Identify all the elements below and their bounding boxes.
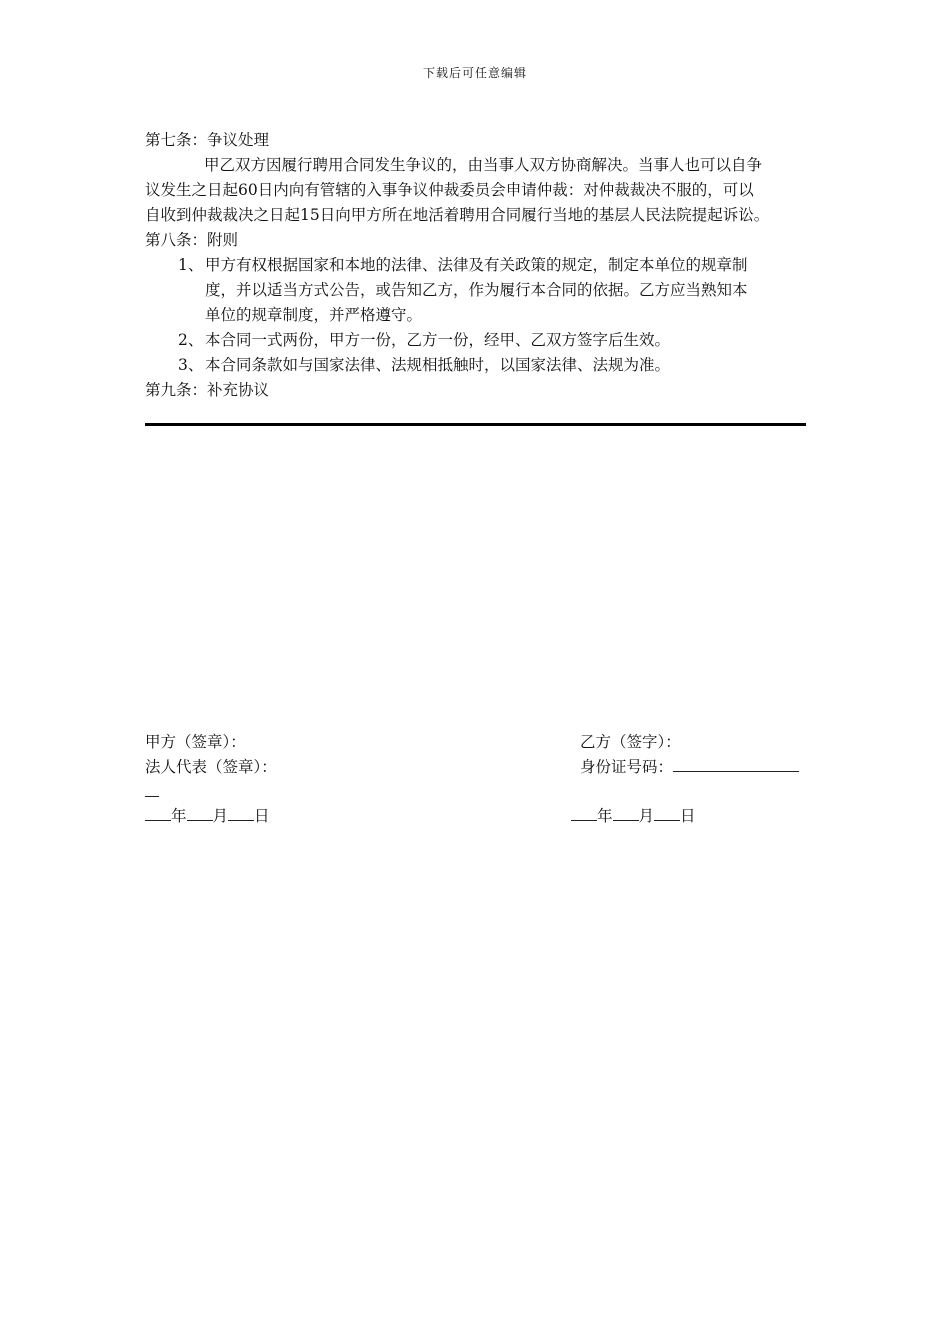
article7-title: 第七条：争议处理 — [145, 131, 270, 149]
party-a-month-label: 月 — [212, 807, 229, 825]
article8-item-2-line-1: 本合同一式两份，甲方一份，乙方一份，经甲、乙双方签字后生效。 — [205, 331, 671, 349]
article8-item-1-line-3: 单位的规章制度，并严格遵守。 — [205, 306, 423, 324]
article7-line-2: 议发生之日起60日内向有管辖的入事争议仲裁委员会申请仲裁：对仲裁裁决不服的，可以 — [145, 181, 754, 199]
article9-title: 第九条：补充协议 — [145, 381, 270, 399]
party-a-month-blank — [187, 805, 213, 821]
party-a-year-label: 年 — [171, 807, 187, 825]
id-number-row — [580, 755, 799, 777]
party-a-date — [145, 804, 270, 826]
party-b-day-blank — [654, 805, 680, 821]
party-b-year-label: 年 — [597, 807, 613, 825]
id-number-label: 身份证号码： — [580, 758, 674, 776]
id-number-blank-continued — [145, 781, 159, 797]
supplement-agreement-line — [145, 423, 806, 426]
article7-line-1: 甲乙双方因履行聘用合同发生争议的，由当事人双方协商解决。当事人也可以自争 — [204, 156, 763, 174]
party-b-month-label: 月 — [638, 807, 655, 825]
article8-item-1-line-1: 甲方有权根据国家和本地的法律、法律及有关政策的规定，制定本单位的规章制 — [205, 256, 748, 274]
id-number-blank — [673, 756, 799, 772]
party-b-month-blank — [613, 805, 639, 821]
party-a-signature-label: 甲方（签章）： — [145, 733, 246, 751]
legal-representative-label: 法人代表（签章）： — [145, 758, 277, 776]
article8-title: 第八条：附则 — [145, 231, 239, 249]
article7-line-3: 自收到仲裁裁决之日起15日向甲方所在地活着聘用合同履行当地的基层人民法院提起诉讼。 — [145, 206, 770, 224]
party-a-day-blank — [228, 805, 254, 821]
party-b-day-label: 日 — [680, 807, 696, 825]
article8-item-3-number: 3、 — [178, 356, 204, 374]
party-b-signature-label: 乙方（签字）： — [580, 733, 681, 751]
article8-item-1-number: 1、 — [178, 256, 204, 274]
party-a-year-blank — [145, 805, 171, 821]
party-b-year-blank — [571, 805, 597, 821]
article8-item-2-number: 2、 — [178, 331, 204, 349]
article8-item-3-line-1: 本合同条款如与国家法律、法规相抵触时，以国家法律、法规为准。 — [205, 356, 671, 374]
article8-item-1-line-2: 度，并以适当方式公告，或告知乙方，作为履行本合同的依据。乙方应当熟知本 — [205, 281, 748, 299]
party-a-day-label: 日 — [254, 807, 270, 825]
party-b-date — [571, 804, 696, 826]
page-header: 下载后可任意编辑 — [422, 66, 527, 80]
